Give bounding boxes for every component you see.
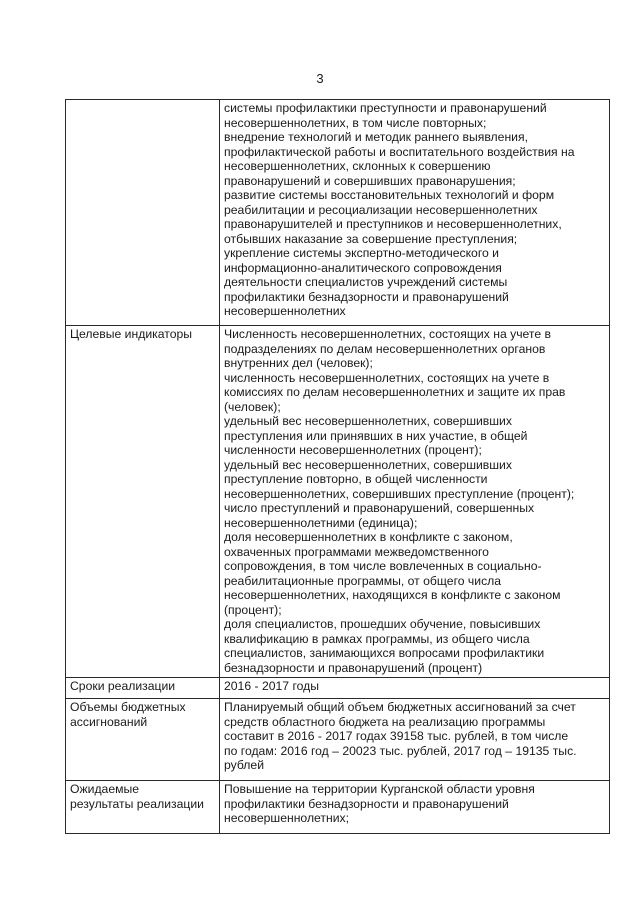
row-value-line: удельный вес несовершеннолетних, совершивших [224, 414, 512, 428]
row-value-line: профилактики безнадзорности и правонарушений [224, 289, 509, 304]
row-label-cell [66, 326, 220, 678]
row-value-line: специалистов, занимающихся вопросами профилактики [224, 646, 545, 660]
row-value-line: укрепление системы экспертно-методического и [224, 246, 499, 260]
row-value-line: квалификацию в рамках программы, из общего числа [224, 631, 530, 646]
row-value-line: рублей [224, 758, 265, 772]
row-label-line: результаты реализации [70, 796, 204, 811]
row-value-line: подразделениях по делам несовершеннолетних органов [224, 341, 546, 356]
table-row [66, 326, 610, 678]
row-value-cell [220, 699, 610, 781]
row-value-line: деятельности специалистов учреждений системы [224, 275, 508, 289]
row-label-line: Ожидаемые [70, 782, 140, 796]
row-value-line: средств областного бюджета на реализацию программы [224, 714, 546, 729]
row-label-line: Целевые индикаторы [70, 327, 193, 341]
row-value-line: несовершеннолетних, находящихся в конфликте с законом [224, 588, 561, 602]
row-value-cell [220, 678, 610, 699]
row-value-line: составит в 2016 - 2017 годах 39158 тыс. рублей, в том числе [224, 729, 569, 743]
row-value-line: сопровождения, в том числе вовлеченных в социально- [224, 559, 542, 573]
row-label-line: Объемы бюджетных [70, 700, 186, 714]
row-value-line: несовершеннолетних, совершивших преступление (процент); [224, 486, 575, 501]
row-value-line: развитие системы восстановительных технологий и форм [224, 188, 555, 202]
row-value-line: численность несовершеннолетних, состоящих на учете в [224, 370, 550, 385]
row-value-cell [220, 326, 610, 678]
row-value-cell [220, 781, 610, 834]
table-row [66, 678, 610, 699]
row-value-line: профилактической работы и воспитательного воздействия на [224, 144, 575, 159]
table-row [66, 100, 610, 326]
row-value-line: охваченных программами межведомственного [224, 544, 489, 559]
row-value-line: отбывших наказание за совершение преступления; [224, 231, 518, 246]
row-value-line: несовершеннолетних, склонных к совершению [224, 159, 491, 173]
row-value-line: правонарушений и совершивших правонарушения; [224, 173, 516, 188]
row-value-line: внутренних дел (человек); [224, 356, 373, 370]
row-value-line: правонарушителей и преступников и несовершеннолетних, [224, 217, 562, 231]
row-value-line: доля несовершеннолетних в конфликте с законом, [224, 530, 513, 544]
row-label-cell [66, 678, 220, 699]
row-value-line: численности несовершеннолетних (процент); [224, 443, 482, 457]
row-value-line: безнадзорности и правонарушений (процент) [224, 660, 483, 675]
row-value-line: реабилитационные программы, от общего числа [224, 573, 502, 588]
row-value-line: информационно-аналитического сопровождения [224, 260, 502, 275]
row-value-line: несовершеннолетних; [224, 811, 350, 825]
row-value-line: преступления или принявших в них участие, в общей [224, 428, 528, 443]
row-value-line: (человек); [224, 399, 281, 414]
row-value-line: несовершеннолетними (единица); [224, 515, 418, 530]
page-number: 3 [316, 71, 324, 86]
row-value-line: несовершеннолетних, в том числе повторных; [224, 115, 487, 130]
row-value-line: внедрение технологий и методик раннего выявления, [224, 130, 528, 144]
row-value-line: Численность несовершеннолетних, состоящих на учете в [224, 327, 552, 341]
row-value-line: 2016 - 2017 годы [224, 679, 320, 693]
program-passport-table [65, 99, 610, 834]
row-value-line: число преступлений и правонарушений, совершенных [224, 501, 535, 515]
row-label-cell [66, 699, 220, 781]
row-label-line: Сроки реализации [70, 679, 176, 693]
row-value-line: несовершеннолетних [224, 304, 346, 318]
row-value-line: удельный вес несовершеннолетних, совершивших [224, 457, 512, 472]
row-value-line: комиссиях по делам несовершеннолетних и защите их прав [224, 385, 566, 399]
row-value-line: преступление повторно, в общей численности [224, 472, 488, 486]
row-value-line: (процент); [224, 602, 282, 617]
row-value-cell [220, 100, 610, 326]
table-row [66, 781, 610, 834]
row-value-line: по годам: 2016 год – 20023 тыс. рублей, 2017 год – 19135 тыс. [224, 743, 577, 758]
row-value-line: профилактики безнадзорности и правонарушений [224, 796, 509, 811]
row-value-line: системы профилактики преступности и правонарушений [224, 101, 547, 115]
row-value-line: реабилитации и ресоциализации несовершеннолетних [224, 202, 538, 217]
table-row [66, 699, 610, 781]
row-value-line: доля специалистов, прошедших обучение, повысивших [224, 617, 541, 631]
row-label-line: ассигнований [70, 714, 148, 729]
row-value-line: Планируемый общий объем бюджетных ассигнований за счет [224, 700, 576, 714]
row-label-cell [66, 781, 220, 834]
row-label-cell [66, 100, 220, 326]
row-value-line: Повышение на территории Курганской области уровня [224, 782, 535, 796]
